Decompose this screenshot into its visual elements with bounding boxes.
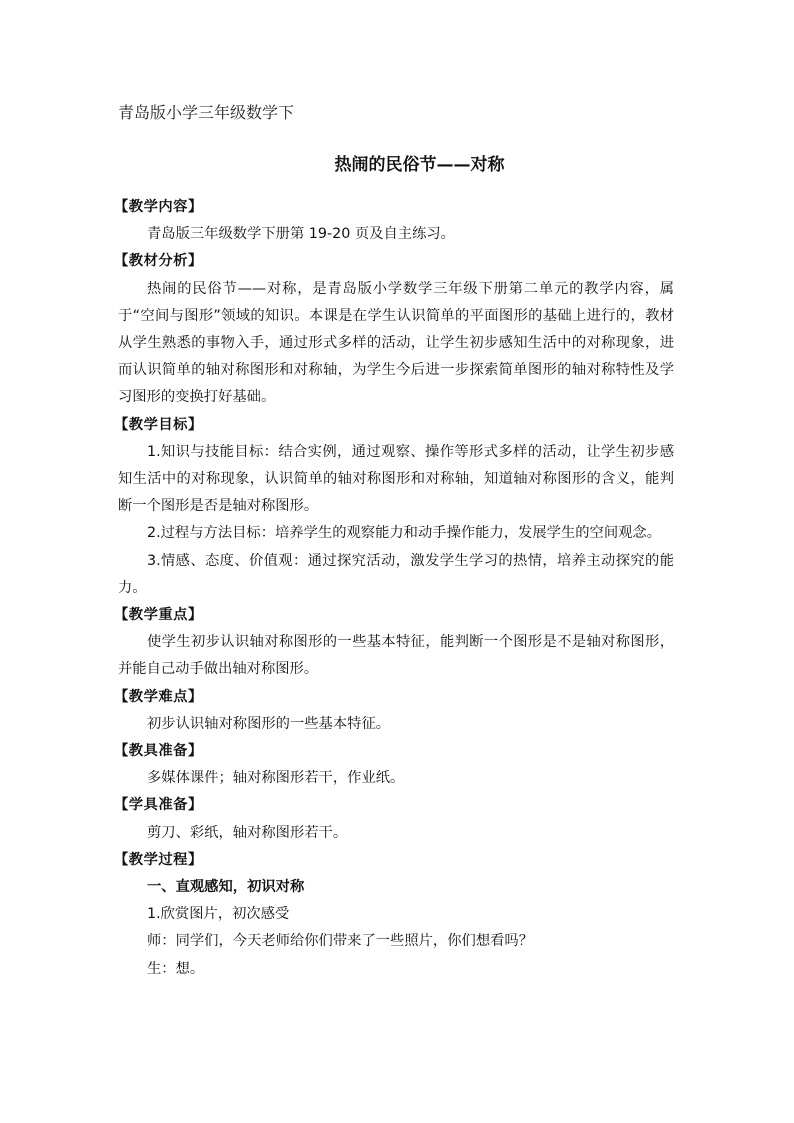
section-heading-difficulties: 【教学难点】 xyxy=(114,688,203,705)
section-heading-key-points: 【教学重点】 xyxy=(114,607,203,624)
paragraph: 2.过程与方法目标：培养学生的观察能力和动手操作能力，发展学生的空间观念。 xyxy=(147,525,662,542)
paragraph: 使学生初步认识轴对称图形的一些基本特征，能判断一个图形是不是轴对称图形，并能自己动手做出轴对称图形。 xyxy=(118,634,674,678)
paragraph: 青岛版三年级数学下册第 19-20 页及自主练习。 xyxy=(147,226,455,243)
paragraph: 多媒体课件；轴对称图形若干，作业纸。 xyxy=(147,770,405,787)
section-heading-content: 【教学内容】 xyxy=(114,199,203,215)
section-heading-objectives: 【教学目标】 xyxy=(114,416,203,433)
document-title: 热闹的民俗节——对称 xyxy=(334,155,505,175)
process-step-title: 一、直观感知，初识对称 xyxy=(147,879,305,896)
paragraph: 初步认识轴对称图形的一些基本特征。 xyxy=(147,715,391,732)
paragraph: 热闹的民俗节——对称，是青岛版小学数学三年级下册第二单元的教学内容，属于“空间与图形”领域的知识。本课是在学生认识简单的平面图形的基础上进行的，教材从学生熟悉的事物入手，通过形式多样的活动，让学生初步感知生活中的对称现象，进而认识简单的轴对称图形和对称轴，为学生今后进一步探索简单图形的轴对称特性及学习图形的变换打好基础。 xyxy=(118,280,674,406)
document-header: 青岛版小学三年级数学下 xyxy=(118,103,295,122)
section-heading-student-aids: 【学具准备】 xyxy=(114,797,203,814)
paragraph: 1.知识与技能目标：结合实例，通过观察、操作等形式多样的活动，让学生初步感知生活中的对称现象，认识简单的轴对称图形和对称轴，知道轴对称图形的含义，能判断一个图形是否是轴对称图形。 xyxy=(118,443,674,515)
section-heading-analysis: 【教材分析】 xyxy=(114,253,203,270)
process-substep: 1.欣赏图片，初次感受 xyxy=(147,906,290,923)
dialogue-line: 师：同学们，今天老师给你们带来了一些照片，你们想看吗？ xyxy=(147,933,534,950)
paragraph: 3.情感、态度、价值观：通过探究活动，激发学生学习的热情，培养主动探究的能力。 xyxy=(118,552,674,596)
section-heading-teaching-aids: 【教具准备】 xyxy=(114,743,203,760)
dialogue-line: 生：想。 xyxy=(147,960,205,977)
section-heading-process: 【教学过程】 xyxy=(114,851,203,868)
document-body xyxy=(114,194,674,983)
paragraph: 剪刀、彩纸，轴对称图形若干。 xyxy=(147,824,348,841)
